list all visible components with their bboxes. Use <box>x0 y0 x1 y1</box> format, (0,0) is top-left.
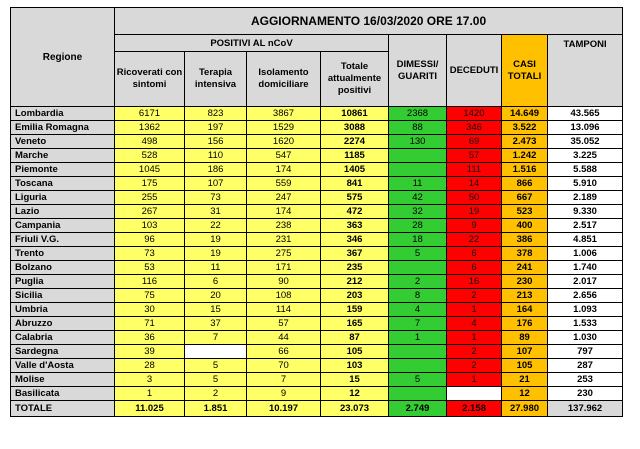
table-row <box>11 317 623 331</box>
cell-casi-totali: 1.516 <box>502 163 548 177</box>
cell-isolamento: 247 <box>247 191 321 205</box>
table-row <box>11 275 623 289</box>
cell-regione: Toscana <box>11 177 115 191</box>
cell-isolamento: 7 <box>247 373 321 387</box>
cell-regione: Veneto <box>11 135 115 149</box>
cell-deceduti: 69 <box>447 135 502 149</box>
cell-tamponi: 253 <box>548 373 623 387</box>
cell-ricoverati: 53 <box>115 261 185 275</box>
cell-tamponi: 1.006 <box>548 247 623 261</box>
header-regione: Regione <box>11 8 115 107</box>
cell-casi-totali: 12 <box>502 387 548 401</box>
table-row <box>11 135 623 149</box>
cell-terapia: 11 <box>185 261 247 275</box>
cell-regione: Umbria <box>11 303 115 317</box>
table-row <box>11 303 623 317</box>
cell-casi-totali: 105 <box>502 359 548 373</box>
cell-tamponi: 9.330 <box>548 205 623 219</box>
cell-terapia: 156 <box>185 135 247 149</box>
cell-deceduti: 1420 <box>447 107 502 121</box>
cell-dimessi <box>389 359 447 373</box>
header-casi-totali: CASI TOTALI <box>502 35 548 107</box>
cell-totale-positivi: 363 <box>321 219 389 233</box>
cell-totale-positivi: 159 <box>321 303 389 317</box>
cell-casi-totali: 21 <box>502 373 548 387</box>
header-tamponi: TAMPONI <box>548 35 623 107</box>
cell-isolamento: 57 <box>247 317 321 331</box>
cell-isolamento: 559 <box>247 177 321 191</box>
table-row <box>11 289 623 303</box>
cell-casi-totali: 400 <box>502 219 548 233</box>
covid-report-table-wrapper <box>10 7 622 417</box>
cell-terapia: 5 <box>185 359 247 373</box>
cell-casi-totali: 386 <box>502 233 548 247</box>
cell-isolamento: 174 <box>247 163 321 177</box>
cell-deceduti: 9 <box>447 219 502 233</box>
cell-casi-totali: 2.473 <box>502 135 548 149</box>
cell-tamponi: 1.030 <box>548 331 623 345</box>
cell-tamponi: 5.910 <box>548 177 623 191</box>
total-casi: 27.980 <box>502 401 548 417</box>
cell-regione: Basilicata <box>11 387 115 401</box>
header-totale-positivi: Totale attualmente positivi <box>321 52 389 107</box>
cell-deceduti: 2 <box>447 289 502 303</box>
total-dimessi: 2.749 <box>389 401 447 417</box>
header-isolamento: Isolamento domiciliare <box>247 52 321 107</box>
cell-dimessi: 4 <box>389 303 447 317</box>
cell-regione: Puglia <box>11 275 115 289</box>
table-row <box>11 359 623 373</box>
cell-totale-positivi: 235 <box>321 261 389 275</box>
table-row <box>11 191 623 205</box>
cell-ricoverati: 3 <box>115 373 185 387</box>
cell-ricoverati: 36 <box>115 331 185 345</box>
cell-isolamento: 171 <box>247 261 321 275</box>
total-ricoverati: 11.025 <box>115 401 185 417</box>
cell-terapia: 197 <box>185 121 247 135</box>
cell-ricoverati: 175 <box>115 177 185 191</box>
cell-ricoverati: 71 <box>115 317 185 331</box>
table-row <box>11 345 623 359</box>
cell-isolamento: 108 <box>247 289 321 303</box>
cell-terapia: 73 <box>185 191 247 205</box>
cell-dimessi: 11 <box>389 177 447 191</box>
cell-tamponi: 43.565 <box>548 107 623 121</box>
cell-dimessi <box>389 261 447 275</box>
cell-deceduti: 346 <box>447 121 502 135</box>
cell-regione: Abruzzo <box>11 317 115 331</box>
page-title: AGGIORNAMENTO 16/03/2020 ORE 17.00 <box>115 8 623 35</box>
cell-tamponi: 287 <box>548 359 623 373</box>
cell-totale-positivi: 472 <box>321 205 389 219</box>
cell-terapia: 7 <box>185 331 247 345</box>
cell-dimessi: 2 <box>389 275 447 289</box>
cell-deceduti: 14 <box>447 177 502 191</box>
cell-terapia: 15 <box>185 303 247 317</box>
totals-row <box>11 401 623 417</box>
cell-terapia: 19 <box>185 247 247 261</box>
header-terapia: Terapia intensiva <box>185 52 247 107</box>
cell-regione: Sardegna <box>11 345 115 359</box>
cell-ricoverati: 28 <box>115 359 185 373</box>
cell-tamponi: 1.533 <box>548 317 623 331</box>
cell-tamponi: 35.052 <box>548 135 623 149</box>
cell-ricoverati: 255 <box>115 191 185 205</box>
cell-dimessi: 2368 <box>389 107 447 121</box>
cell-regione: Valle d'Aosta <box>11 359 115 373</box>
cell-deceduti: 50 <box>447 191 502 205</box>
cell-totale-positivi: 103 <box>321 359 389 373</box>
cell-tamponi: 3.225 <box>548 149 623 163</box>
cell-isolamento: 174 <box>247 205 321 219</box>
cell-isolamento: 547 <box>247 149 321 163</box>
cell-ricoverati: 96 <box>115 233 185 247</box>
cell-dimessi <box>389 345 447 359</box>
cell-dimessi: 88 <box>389 121 447 135</box>
cell-terapia: 110 <box>185 149 247 163</box>
cell-terapia: 19 <box>185 233 247 247</box>
cell-terapia: 31 <box>185 205 247 219</box>
totals-label: TOTALE <box>11 401 115 417</box>
cell-regione: Calabria <box>11 331 115 345</box>
total-tamponi: 137.962 <box>548 401 623 417</box>
cell-ricoverati: 267 <box>115 205 185 219</box>
cell-ricoverati: 103 <box>115 219 185 233</box>
header-dimessi: DIMESSI/ GUARITI <box>389 35 447 107</box>
cell-casi-totali: 107 <box>502 345 548 359</box>
cell-totale-positivi: 212 <box>321 275 389 289</box>
cell-casi-totali: 230 <box>502 275 548 289</box>
cell-regione: Marche <box>11 149 115 163</box>
cell-dimessi: 8 <box>389 289 447 303</box>
cell-ricoverati: 30 <box>115 303 185 317</box>
cell-deceduti: 19 <box>447 205 502 219</box>
cell-totale-positivi: 2274 <box>321 135 389 149</box>
cell-deceduti: 22 <box>447 233 502 247</box>
cell-totale-positivi: 10861 <box>321 107 389 121</box>
cell-terapia: 107 <box>185 177 247 191</box>
cell-dimessi <box>389 163 447 177</box>
cell-deceduti: 1 <box>447 303 502 317</box>
cell-dimessi: 5 <box>389 247 447 261</box>
cell-tamponi: 797 <box>548 345 623 359</box>
cell-casi-totali: 241 <box>502 261 548 275</box>
cell-deceduti: 6 <box>447 247 502 261</box>
cell-casi-totali: 3.522 <box>502 121 548 135</box>
cell-dimessi: 18 <box>389 233 447 247</box>
cell-isolamento: 275 <box>247 247 321 261</box>
cell-totale-positivi: 1405 <box>321 163 389 177</box>
table-row <box>11 219 623 233</box>
cell-totale-positivi: 367 <box>321 247 389 261</box>
cell-tamponi: 2.517 <box>548 219 623 233</box>
cell-isolamento: 9 <box>247 387 321 401</box>
cell-deceduti: 57 <box>447 149 502 163</box>
cell-isolamento: 90 <box>247 275 321 289</box>
cell-regione: Campania <box>11 219 115 233</box>
table-row <box>11 107 623 121</box>
table-row <box>11 387 623 401</box>
cell-isolamento: 44 <box>247 331 321 345</box>
cell-regione: Bolzano <box>11 261 115 275</box>
cell-terapia: 186 <box>185 163 247 177</box>
cell-terapia: 823 <box>185 107 247 121</box>
cell-ricoverati: 39 <box>115 345 185 359</box>
cell-regione: Lazio <box>11 205 115 219</box>
cell-dimessi <box>389 387 447 401</box>
cell-ricoverati: 75 <box>115 289 185 303</box>
cell-ricoverati: 498 <box>115 135 185 149</box>
cell-regione: Molise <box>11 373 115 387</box>
cell-regione: Lombardia <box>11 107 115 121</box>
cell-casi-totali: 176 <box>502 317 548 331</box>
cell-casi-totali: 866 <box>502 177 548 191</box>
cell-tamponi: 2.189 <box>548 191 623 205</box>
cell-regione: Trento <box>11 247 115 261</box>
cell-deceduti: 1 <box>447 331 502 345</box>
cell-ricoverati: 1362 <box>115 121 185 135</box>
cell-ricoverati: 528 <box>115 149 185 163</box>
cell-casi-totali: 213 <box>502 289 548 303</box>
cell-deceduti: 1 <box>447 373 502 387</box>
cell-deceduti: 2 <box>447 345 502 359</box>
cell-casi-totali: 523 <box>502 205 548 219</box>
cell-tamponi: 1.093 <box>548 303 623 317</box>
cell-tamponi: 4.851 <box>548 233 623 247</box>
cell-regione: Liguria <box>11 191 115 205</box>
table-row <box>11 233 623 247</box>
cell-deceduti: 111 <box>447 163 502 177</box>
cell-isolamento: 66 <box>247 345 321 359</box>
table-body <box>11 107 623 401</box>
table-row <box>11 163 623 177</box>
cell-terapia: 2 <box>185 387 247 401</box>
cell-tamponi: 2.656 <box>548 289 623 303</box>
cell-terapia: 22 <box>185 219 247 233</box>
cell-ricoverati: 1 <box>115 387 185 401</box>
cell-tamponi: 13.096 <box>548 121 623 135</box>
table-row <box>11 177 623 191</box>
cell-dimessi <box>389 149 447 163</box>
cell-regione: Friuli V.G. <box>11 233 115 247</box>
cell-isolamento: 70 <box>247 359 321 373</box>
covid-report-table <box>10 7 623 417</box>
cell-terapia: 5 <box>185 373 247 387</box>
cell-totale-positivi: 1185 <box>321 149 389 163</box>
cell-dimessi: 42 <box>389 191 447 205</box>
total-terapia: 1.851 <box>185 401 247 417</box>
header-positivi-group: POSITIVI AL nCoV <box>115 35 389 52</box>
table-row <box>11 121 623 135</box>
cell-totale-positivi: 203 <box>321 289 389 303</box>
header-deceduti: DECEDUTI <box>447 35 502 107</box>
cell-tamponi: 1.740 <box>548 261 623 275</box>
cell-casi-totali: 89 <box>502 331 548 345</box>
cell-regione: Piemonte <box>11 163 115 177</box>
cell-deceduti <box>447 387 502 401</box>
cell-totale-positivi: 575 <box>321 191 389 205</box>
cell-deceduti: 6 <box>447 261 502 275</box>
cell-terapia: 20 <box>185 289 247 303</box>
cell-tamponi: 230 <box>548 387 623 401</box>
cell-isolamento: 1529 <box>247 121 321 135</box>
total-deceduti: 2.158 <box>447 401 502 417</box>
table-row <box>11 331 623 345</box>
cell-totale-positivi: 3088 <box>321 121 389 135</box>
cell-isolamento: 114 <box>247 303 321 317</box>
cell-ricoverati: 1045 <box>115 163 185 177</box>
table-row <box>11 149 623 163</box>
table-row <box>11 247 623 261</box>
cell-dimessi: 5 <box>389 373 447 387</box>
cell-dimessi: 28 <box>389 219 447 233</box>
cell-deceduti: 2 <box>447 359 502 373</box>
cell-regione: Emilia Romagna <box>11 121 115 135</box>
cell-dimessi: 1 <box>389 331 447 345</box>
cell-terapia <box>185 345 247 359</box>
table-row <box>11 261 623 275</box>
total-totale-positivi: 23.073 <box>321 401 389 417</box>
cell-casi-totali: 14.649 <box>502 107 548 121</box>
table-row <box>11 205 623 219</box>
cell-casi-totali: 667 <box>502 191 548 205</box>
cell-totale-positivi: 346 <box>321 233 389 247</box>
header-ricoverati: Ricoverati con sintomi <box>115 52 185 107</box>
cell-regione: Sicilia <box>11 289 115 303</box>
cell-dimessi: 7 <box>389 317 447 331</box>
cell-dimessi: 32 <box>389 205 447 219</box>
cell-casi-totali: 1.242 <box>502 149 548 163</box>
cell-totale-positivi: 165 <box>321 317 389 331</box>
cell-ricoverati: 6171 <box>115 107 185 121</box>
cell-totale-positivi: 12 <box>321 387 389 401</box>
cell-isolamento: 231 <box>247 233 321 247</box>
cell-isolamento: 1620 <box>247 135 321 149</box>
cell-totale-positivi: 105 <box>321 345 389 359</box>
cell-isolamento: 238 <box>247 219 321 233</box>
cell-terapia: 37 <box>185 317 247 331</box>
cell-dimessi: 130 <box>389 135 447 149</box>
cell-casi-totali: 164 <box>502 303 548 317</box>
cell-ricoverati: 116 <box>115 275 185 289</box>
cell-totale-positivi: 87 <box>321 331 389 345</box>
cell-totale-positivi: 841 <box>321 177 389 191</box>
cell-isolamento: 3867 <box>247 107 321 121</box>
cell-tamponi: 5.588 <box>548 163 623 177</box>
cell-terapia: 6 <box>185 275 247 289</box>
cell-tamponi: 2.017 <box>548 275 623 289</box>
table-row <box>11 373 623 387</box>
cell-deceduti: 16 <box>447 275 502 289</box>
cell-deceduti: 4 <box>447 317 502 331</box>
cell-totale-positivi: 15 <box>321 373 389 387</box>
total-isolamento: 10.197 <box>247 401 321 417</box>
cell-casi-totali: 378 <box>502 247 548 261</box>
cell-ricoverati: 73 <box>115 247 185 261</box>
